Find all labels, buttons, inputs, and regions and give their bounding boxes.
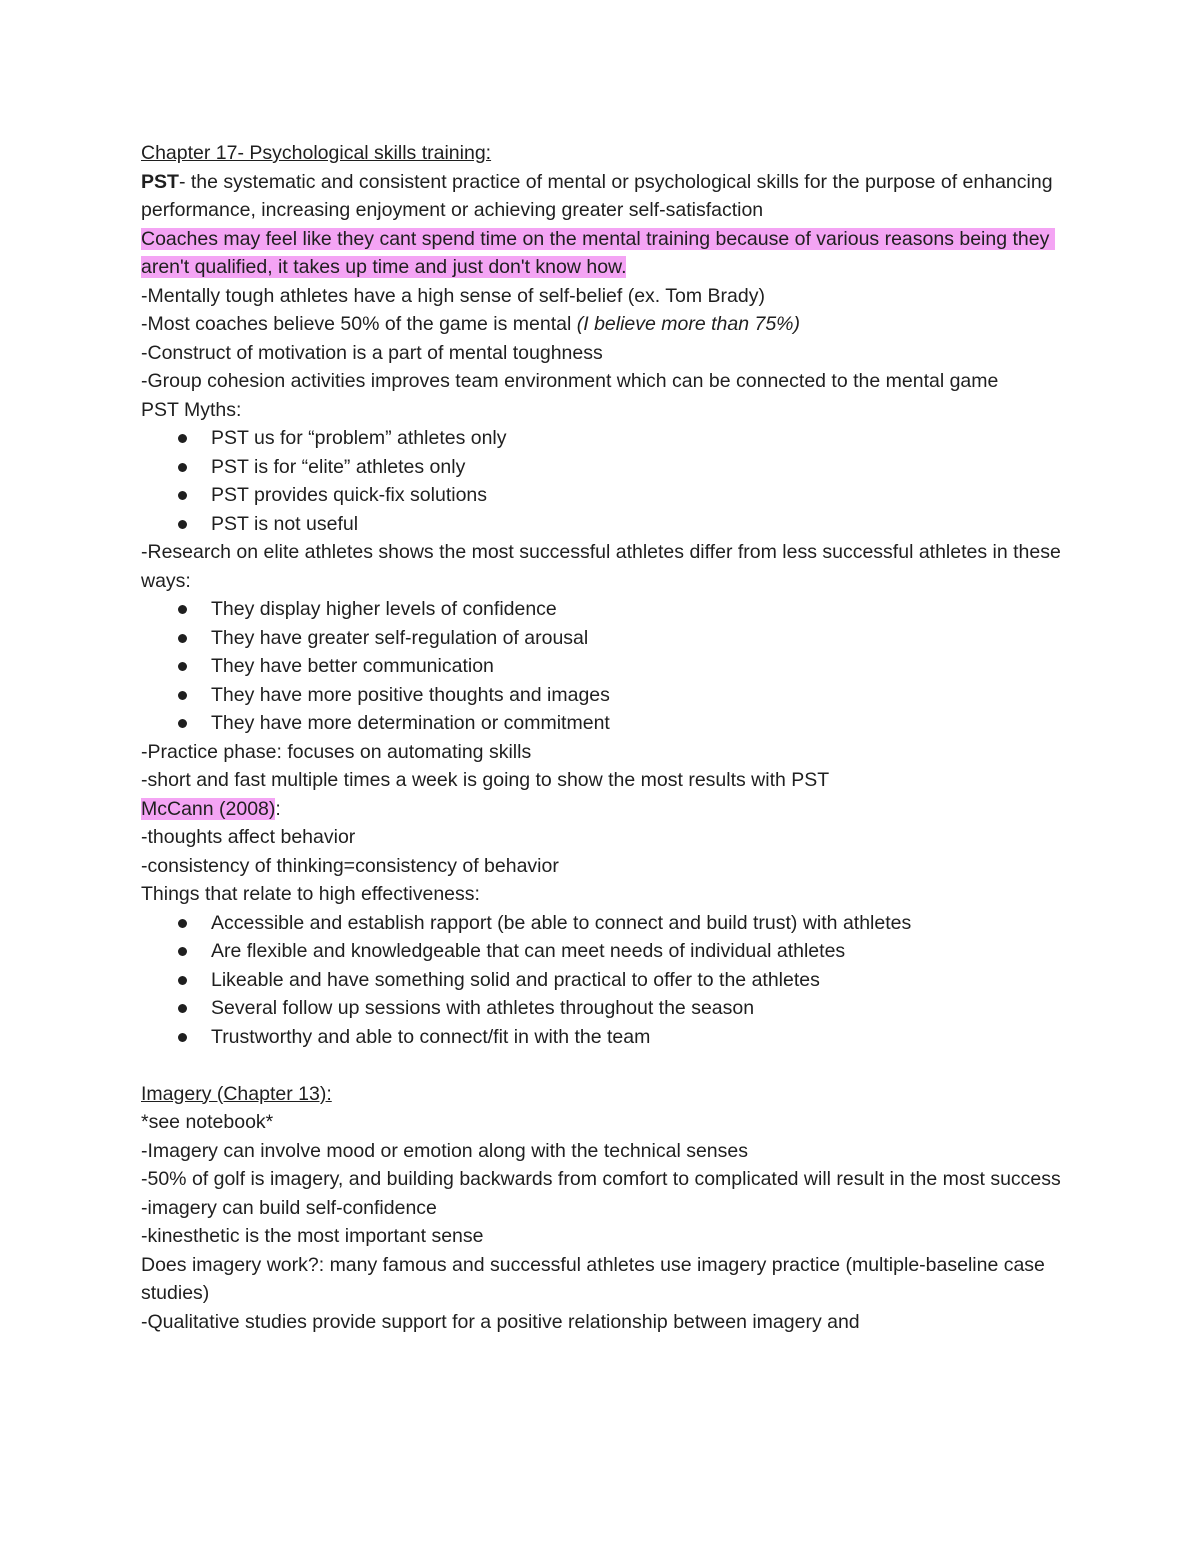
bullet-icon (178, 976, 187, 985)
list-item (141, 424, 1061, 453)
bullet-icon (178, 719, 187, 728)
list-item (141, 937, 1061, 966)
note-line: -imagery can build self-confidence (141, 1196, 437, 1219)
effectiveness-heading: Things that relate to high effectiveness: (141, 883, 480, 905)
list-item-text: PST is not useful (211, 512, 359, 535)
myths-list (141, 424, 1061, 538)
list-item-text: They display higher levels of confidence (211, 598, 557, 620)
pst-definition-text: - the systematic and consistent practice of mental or psychological skills for the purpose of enhancing performance, increasing enjoyment or achieving greater self-satisfaction (141, 170, 1058, 221)
note-line: -Mentally tough athletes have a high sense of self-belief (ex. Tom Brady) (141, 284, 765, 307)
list-item-text: They have better communication (211, 655, 494, 677)
list-item-text: Likeable and have something solid and practical to offer to the athletes (211, 968, 820, 991)
list-item (141, 624, 1061, 653)
pst-definition (141, 168, 1061, 225)
list-item (141, 994, 1061, 1023)
differences-list (141, 595, 1061, 738)
mccann-suffix: : (275, 797, 281, 820)
research-line: -Research on elite athletes shows the most successful athletes differ from less successful athletes in these ways: (141, 541, 1067, 592)
bullet-icon (178, 919, 187, 928)
bullet-icon (178, 605, 187, 614)
list-item-text: PST is for “elite” athletes only (211, 455, 466, 478)
myths-heading: PST Myths: (141, 398, 242, 421)
note-line: -50% of golf is imagery, and building backwards from comfort to complicated will result in the most success (141, 1168, 1061, 1190)
list-item (141, 453, 1061, 482)
imagery-heading (141, 1080, 1061, 1109)
bullet-icon (178, 434, 187, 443)
list-item-text: Several follow up sessions with athletes throughout the season (211, 997, 755, 1019)
bullet-icon (178, 662, 187, 671)
list-item-text: They have greater self-regulation of arousal (211, 626, 589, 649)
list-item-text: Trustworthy and able to connect/fit in with the team (211, 1025, 651, 1048)
blank-line (141, 1051, 1061, 1080)
coaches-belief-text: -Most coaches believe 50% of the game is mental (141, 313, 577, 335)
bullet-icon (178, 947, 187, 956)
list-item (141, 709, 1061, 738)
note-line: Does imagery work?: many famous and successful athletes use imagery practice (multiple-baseline case studies) (141, 1253, 1051, 1304)
note-line: *see notebook* (141, 1111, 274, 1133)
bullet-icon (178, 463, 187, 472)
list-item-text: They have more positive thoughts and images (211, 683, 610, 706)
list-item (141, 652, 1061, 681)
list-item (141, 481, 1061, 510)
bullet-icon (178, 520, 187, 529)
list-item (141, 681, 1061, 710)
chapter-17-heading-text: Chapter 17- Psychological skills training: (141, 142, 492, 164)
pst-term: PST (141, 170, 179, 193)
mccann-heading (141, 795, 1061, 824)
note-line: -consistency of thinking=consistency of behavior (141, 854, 559, 877)
list-item (141, 966, 1061, 995)
bullet-icon (178, 1033, 187, 1042)
list-item-text: PST us for “problem” athletes only (211, 427, 507, 449)
coaches-note-highlight: Coaches may feel like they cant spend time on the mental training because of various reasons being they aren't qualified, it takes up time and just don't know how. (141, 227, 1055, 278)
note-line: -Group cohesion activities improves team environment which can be connected to the mental game (141, 370, 999, 392)
coaches-belief-aside: (I believe more than 75%) (576, 313, 801, 335)
note-line: -Construct of motivation is a part of mental toughness (141, 341, 603, 364)
list-item-text: Are flexible and knowledgeable that can meet needs of individual athletes (211, 940, 846, 962)
list-item (141, 1023, 1061, 1052)
list-item (141, 909, 1061, 938)
list-item-text: Accessible and establish rapport (be able to connect and build trust) with athletes (211, 911, 912, 934)
note-line: -Practice phase: focuses on automating skills (141, 740, 532, 763)
document-page (141, 139, 1067, 1336)
note-line: -Imagery can involve mood or emotion along with the technical senses (141, 1139, 748, 1162)
note-line: -short and fast multiple times a week is going to show the most results with PST (141, 769, 830, 791)
bullet-icon (178, 691, 187, 700)
bullet-icon (178, 491, 187, 500)
bullet-icon (178, 634, 187, 643)
effectiveness-list (141, 909, 1061, 1052)
list-item-text: PST provides quick-fix solutions (211, 484, 488, 506)
note-line: -thoughts affect behavior (141, 826, 356, 848)
mccann-highlight: McCann (2008) (141, 797, 276, 820)
list-item (141, 595, 1061, 624)
coaches-belief-line (141, 310, 1061, 339)
coaches-note (141, 225, 1061, 282)
note-line: -Qualitative studies provide support for a positive relationship between imagery and (141, 1310, 860, 1333)
bullet-icon (178, 1004, 187, 1013)
note-line: -kinesthetic is the most important sense (141, 1225, 484, 1247)
list-item-text: They have more determination or commitment (211, 712, 610, 734)
list-item (141, 510, 1061, 539)
chapter-17-heading (141, 139, 1061, 168)
imagery-heading-text: Imagery (Chapter 13): (141, 1082, 332, 1105)
